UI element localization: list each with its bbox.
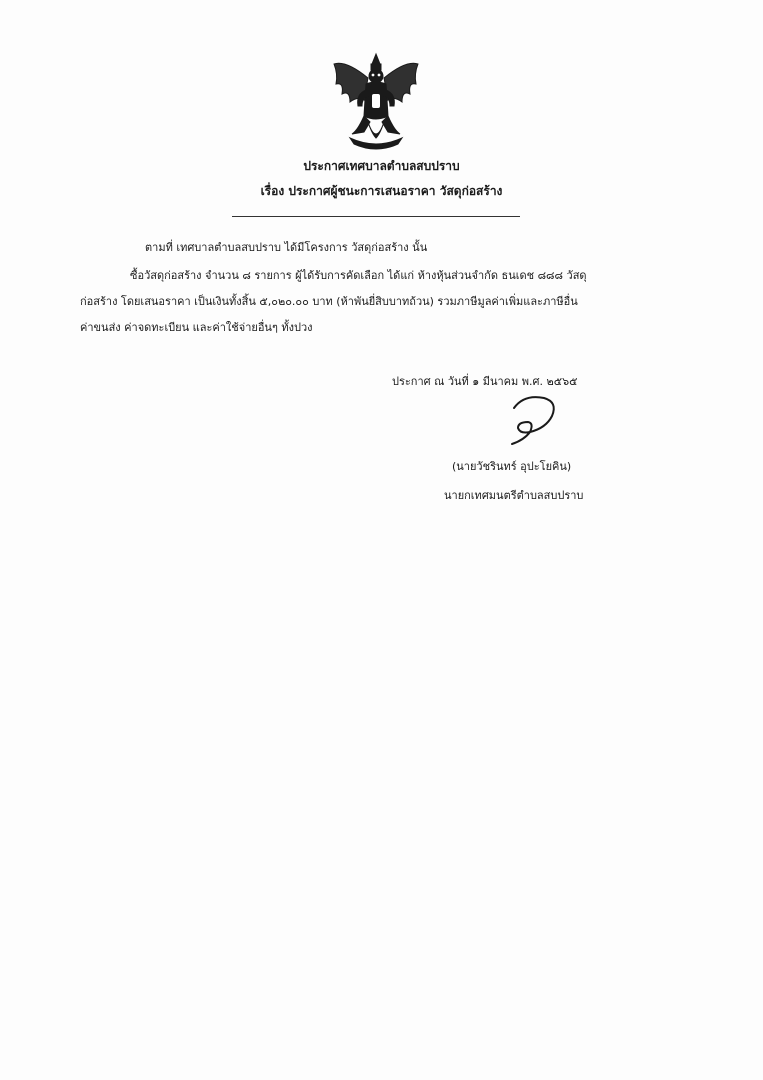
body-paragraph-line-4: ค่าขนส่ง ค่าจดทะเบียน และค่าใช้จ่ายอื่นๆ ทั้งปวง <box>80 321 313 334</box>
body-paragraph-line-1: ตามที่ เทศบาลตำบลสบปราบ ได้มีโครงการ วัสดุก่อสร้าง นั้น <box>145 241 428 254</box>
handwritten-signature <box>500 392 564 448</box>
announcement-date: ประกาศ ณ วันที่ ๑ มีนาคม พ.ศ. ๒๕๖๕ <box>392 375 578 388</box>
body-paragraph-line-2: ซื้อวัสดุก่อสร้าง จำนวน ๘ รายการ ผู้ได้รับการคัดเลือก ได้แก่ ห้างหุ้นส่วนจำกัด ธนเดช ๘๘๘ วัสดุ <box>130 269 587 282</box>
garuda-emblem-icon <box>328 50 424 152</box>
title-divider <box>232 216 520 217</box>
body-paragraph-line-3: ก่อสร้าง โดยเสนอราคา เป็นเงินทั้งสิ้น ๕,๐๒๐.๐๐ บาท (ห้าพันยี่สิบบาทถ้วน) รวมภาษีมูลค่าเพิ่มและภาษีอื่น <box>80 295 578 308</box>
document-title: ประกาศเทศบาลตำบลสบปราบ <box>303 159 460 173</box>
signer-position: นายกเทศมนตรีตำบลสบปราบ <box>444 489 584 502</box>
document-subject: เรื่อง ประกาศผู้ชนะการเสนอราคา วัสดุก่อสร้าง <box>260 184 503 198</box>
signer-name: (นายวัชรินทร์ อุปะโยคิน) <box>452 460 572 473</box>
